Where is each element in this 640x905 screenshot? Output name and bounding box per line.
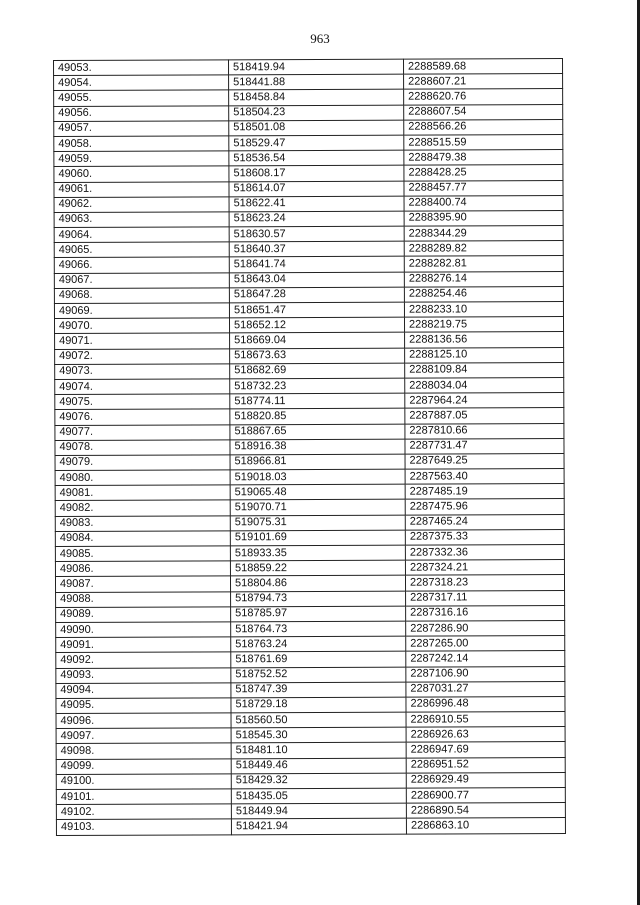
northing-cell: 2286910.55 (406, 712, 565, 728)
northing-cell: 2288109.84 (405, 362, 564, 378)
point-id-cell: 49072. (55, 348, 230, 364)
point-id-cell: 49066. (54, 257, 229, 273)
point-id-cell: 49103. (56, 819, 231, 835)
point-id-cell: 49089. (56, 607, 231, 623)
easting-cell: 518966.81 (230, 454, 405, 470)
point-id-cell: 49068. (54, 288, 229, 304)
northing-cell: 2287649.25 (405, 453, 564, 469)
northing-cell: 2287375.33 (405, 529, 564, 545)
point-id-cell: 49073. (55, 364, 230, 380)
easting-cell: 518536.54 (229, 150, 404, 166)
point-id-cell: 49061. (54, 181, 229, 197)
page-number: 963 (310, 31, 330, 46)
easting-cell: 519065.48 (230, 484, 405, 500)
point-id-cell: 49084. (55, 531, 230, 547)
easting-cell: 518449.46 (231, 758, 406, 774)
point-id-cell: 49085. (55, 546, 230, 562)
point-id-cell: 49083. (55, 515, 230, 531)
easting-cell: 518560.50 (231, 712, 406, 728)
easting-cell: 518682.69 (230, 363, 405, 379)
easting-cell: 518640.37 (229, 241, 404, 257)
point-id-cell: 49093. (56, 667, 231, 683)
northing-cell: 2287316.16 (406, 605, 565, 621)
point-id-cell: 49075. (55, 394, 230, 410)
easting-cell: 518481.10 (231, 743, 406, 759)
easting-cell: 518441.88 (229, 74, 404, 90)
northing-cell: 2286996.48 (406, 696, 565, 712)
northing-cell: 2288289.82 (404, 241, 563, 257)
point-id-cell: 49102. (56, 804, 231, 820)
northing-cell: 2288607.21 (404, 74, 563, 90)
easting-cell: 518859.22 (230, 560, 405, 576)
northing-cell: 2287031.27 (406, 681, 565, 697)
northing-cell: 2287242.14 (406, 651, 565, 667)
easting-cell: 518608.17 (229, 165, 404, 181)
easting-cell: 518747.39 (231, 682, 406, 698)
point-id-cell: 49080. (55, 470, 230, 486)
northing-cell: 2287318.23 (405, 575, 564, 591)
northing-cell: 2288276.14 (404, 271, 563, 287)
point-id-cell: 49086. (55, 561, 230, 577)
easting-cell: 518732.23 (230, 378, 405, 394)
easting-cell: 518764.73 (231, 621, 406, 637)
point-id-cell: 49071. (55, 333, 230, 349)
point-id-cell: 49101. (56, 789, 231, 805)
northing-cell: 2288344.29 (404, 226, 563, 242)
northing-cell: 2287332.36 (405, 545, 564, 561)
point-id-cell: 49081. (55, 485, 230, 501)
point-id-cell: 49077. (55, 424, 230, 440)
point-id-cell: 49082. (55, 500, 230, 516)
point-id-cell: 49074. (55, 379, 230, 395)
easting-cell: 518529.47 (229, 135, 404, 151)
point-id-cell: 49076. (55, 409, 230, 425)
northing-cell: 2286926.63 (406, 727, 565, 743)
northing-cell: 2288607.54 (404, 104, 563, 120)
northing-cell: 2286947.69 (406, 742, 565, 758)
northing-cell: 2287887.05 (405, 408, 564, 424)
northing-cell: 2288282.81 (404, 256, 563, 272)
point-id-cell: 49096. (56, 713, 231, 729)
easting-cell: 519018.03 (230, 469, 405, 485)
easting-cell: 518804.86 (230, 576, 405, 592)
point-id-cell: 49098. (56, 743, 231, 759)
easting-cell: 518622.41 (229, 196, 404, 212)
northing-cell: 2288395.90 (404, 210, 563, 226)
point-id-cell: 49055. (54, 90, 229, 106)
point-id-cell: 49079. (55, 455, 230, 471)
northing-cell: 2287810.66 (405, 423, 564, 439)
northing-cell: 2287286.90 (406, 620, 565, 636)
point-id-cell: 49095. (56, 698, 231, 714)
point-id-cell: 49058. (54, 136, 229, 152)
point-id-cell: 49088. (56, 591, 231, 607)
point-id-cell: 49078. (55, 440, 230, 456)
easting-cell: 518785.97 (231, 606, 406, 622)
northing-cell: 2286900.77 (406, 788, 565, 804)
easting-cell: 518501.08 (229, 120, 404, 136)
easting-cell: 518435.05 (231, 788, 406, 804)
point-id-cell: 49100. (56, 774, 231, 790)
point-id-cell: 49053. (54, 60, 229, 76)
northing-cell: 2288589.68 (403, 59, 562, 75)
easting-cell: 519070.71 (230, 500, 405, 516)
easting-cell: 518774.11 (230, 393, 405, 409)
easting-cell: 518630.57 (229, 226, 404, 242)
easting-cell: 519075.31 (230, 515, 405, 531)
easting-cell: 518761.69 (231, 651, 406, 667)
point-id-cell: 49063. (54, 212, 229, 228)
easting-cell: 518429.32 (231, 773, 406, 789)
easting-cell: 518651.47 (229, 302, 404, 318)
point-id-cell: 49070. (54, 318, 229, 334)
northing-cell: 2287317.11 (406, 590, 565, 606)
point-id-cell: 49094. (56, 683, 231, 699)
easting-cell: 518729.18 (231, 697, 406, 713)
northing-cell: 2287265.00 (406, 636, 565, 652)
point-id-cell: 49092. (56, 652, 231, 668)
northing-cell: 2288515.59 (404, 134, 563, 150)
northing-cell: 2288457.77 (404, 180, 563, 196)
point-id-cell: 49062. (54, 197, 229, 213)
northing-cell: 2288620.76 (404, 89, 563, 105)
table-row (56, 818, 565, 835)
point-id-cell: 49097. (56, 728, 231, 744)
easting-cell: 518641.74 (229, 257, 404, 273)
northing-cell: 2288233.10 (404, 302, 563, 318)
northing-cell: 2288136.56 (405, 332, 564, 348)
easting-cell: 518673.63 (230, 348, 405, 364)
point-id-cell: 49091. (56, 637, 231, 653)
easting-cell: 518504.23 (229, 105, 404, 121)
point-id-cell: 49065. (54, 242, 229, 258)
point-id-cell: 49067. (54, 272, 229, 288)
northing-cell: 2288219.75 (404, 317, 563, 333)
point-id-cell: 49087. (55, 576, 230, 592)
northing-cell: 2288566.26 (404, 119, 563, 135)
easting-cell: 518763.24 (231, 636, 406, 652)
easting-cell: 518449.94 (231, 803, 406, 819)
northing-cell: 2287475.96 (405, 499, 564, 515)
coordinates-table (53, 58, 566, 836)
northing-cell: 2286951.52 (406, 757, 565, 773)
easting-cell: 518669.04 (230, 333, 405, 349)
point-id-cell: 49099. (56, 758, 231, 774)
easting-cell: 518867.65 (230, 424, 405, 440)
point-id-cell: 49056. (54, 105, 229, 121)
easting-cell: 518545.30 (231, 727, 406, 743)
northing-cell: 2286890.54 (406, 803, 565, 819)
point-id-cell: 49059. (54, 151, 229, 167)
easting-cell: 518614.07 (229, 181, 404, 197)
northing-cell: 2288400.74 (404, 195, 563, 211)
easting-cell: 518623.24 (229, 211, 404, 227)
northing-cell: 2287563.40 (405, 469, 564, 485)
northing-cell: 2288254.46 (404, 286, 563, 302)
easting-cell: 518916.38 (230, 439, 405, 455)
easting-cell: 518419.94 (229, 59, 404, 75)
easting-cell: 518458.84 (229, 90, 404, 106)
point-id-cell: 49069. (54, 303, 229, 319)
easting-cell: 518933.35 (230, 545, 405, 561)
easting-cell: 518652.12 (229, 317, 404, 333)
northing-cell: 2287324.21 (405, 560, 564, 576)
point-id-cell: 49064. (54, 227, 229, 243)
coordinates-table-body (54, 59, 566, 836)
northing-cell: 2287964.24 (405, 393, 564, 409)
northing-cell: 2287485.19 (405, 484, 564, 500)
easting-cell: 518752.52 (231, 667, 406, 683)
point-id-cell: 49090. (56, 622, 231, 638)
easting-cell: 518421.94 (231, 819, 406, 835)
northing-cell: 2288125.10 (405, 347, 564, 363)
point-id-cell: 49060. (54, 166, 229, 182)
easting-cell: 518820.85 (230, 408, 405, 424)
easting-cell: 518643.04 (229, 272, 404, 288)
easting-cell: 518647.28 (229, 287, 404, 303)
point-id-cell: 49054. (54, 75, 229, 91)
point-id-cell: 49057. (54, 121, 229, 137)
northing-cell: 2288428.25 (404, 165, 563, 181)
northing-cell: 2286929.49 (406, 772, 565, 788)
northing-cell: 2287465.24 (405, 514, 564, 530)
northing-cell: 2286863.10 (406, 818, 565, 834)
easting-cell: 518794.73 (231, 591, 406, 607)
northing-cell: 2287731.47 (405, 438, 564, 454)
northing-cell: 2287106.90 (406, 666, 565, 682)
northing-cell: 2288479.38 (404, 150, 563, 166)
easting-cell: 519101.69 (230, 530, 405, 546)
northing-cell: 2288034.04 (405, 377, 564, 393)
